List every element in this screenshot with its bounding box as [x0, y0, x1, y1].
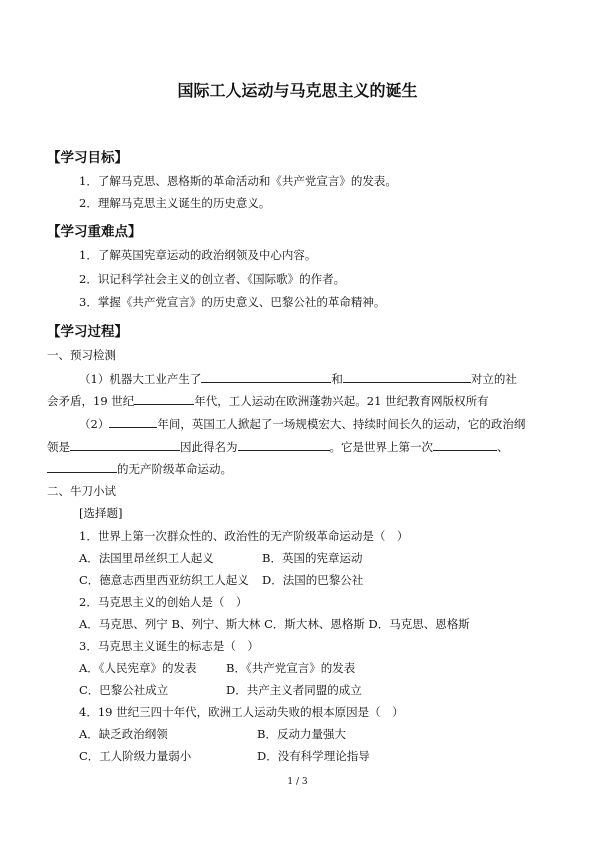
- option-b[interactable]: B．英国的宪章运动: [262, 551, 363, 565]
- q2-text-a: （2）: [79, 417, 110, 431]
- page-number: 1 / 3: [287, 777, 308, 787]
- q2-text-c: 领是: [47, 440, 70, 454]
- q1-text-c: 对立的社: [470, 372, 517, 386]
- key-point-item: 2．识记科学社会主义的创立者、《国际歌》的作者。: [79, 272, 346, 286]
- goal-item: 2．理解马克思主义诞生的历史意义。: [79, 196, 271, 210]
- question-stem: 1．世界上第一次群众性的、政治性的无产阶级革命运动是（ ）: [79, 529, 409, 543]
- answer-blank[interactable]: [238, 439, 330, 451]
- option-c[interactable]: C．巴黎公社成立: [79, 683, 169, 697]
- answer-blank[interactable]: [343, 371, 471, 383]
- heading-key-points: 【学习重难点】: [47, 224, 142, 240]
- answer-blank[interactable]: [201, 371, 331, 383]
- q2-text-b: 年间，英国工人掀起了一场规模宏大、持续时间长久的运动，它的政治纲: [157, 417, 526, 431]
- option-c[interactable]: C．工人阶级力量弱小: [79, 749, 192, 763]
- practice-heading: 二、牛刀小试: [47, 484, 116, 498]
- heading-learning-process: 【学习过程】: [47, 324, 128, 340]
- key-point-item: 3．掌握《共产党宣言》的历史意义、巴黎公社的革命精神。: [79, 295, 386, 309]
- q2-text-e: 。它是世界上第一次: [329, 440, 433, 454]
- q1-text-e: 年代，工人运动在欧洲蓬勃兴起。21 世纪教育网版权所有: [194, 394, 489, 408]
- q1-text-d: 会矛盾，19 世纪: [47, 394, 135, 408]
- fill-in-question-1-line-1: [79, 371, 517, 386]
- goal-item: 1．了解马克思、恩格斯的革命活动和《共产党宣言》的发表。: [79, 174, 397, 188]
- fill-in-question-2-line-1: [79, 416, 525, 431]
- q2-text-d: 因此得名为: [180, 440, 238, 454]
- choice-label: [选择题]: [79, 506, 123, 520]
- q2-text-g: 的无产阶级革命运动。: [117, 462, 232, 476]
- option-a[interactable]: A．法国里昂丝织工人起义: [79, 551, 214, 565]
- option-a[interactable]: A．《人民宪章》的发表: [79, 661, 197, 675]
- preview-heading: 一、预习检测: [47, 348, 116, 362]
- option-b[interactable]: B．《共产党宣言》的发表: [226, 661, 356, 675]
- fill-in-question-1-line-2: [47, 393, 489, 408]
- option-d[interactable]: D．法国的巴黎公社: [262, 573, 364, 587]
- question-stem: 4．19 世纪三四十年代，欧洲工人运动失败的根本原因是（ ）: [79, 705, 404, 719]
- fill-in-question-2-line-3: [47, 461, 232, 476]
- answer-blank[interactable]: [70, 439, 180, 451]
- answer-blank[interactable]: [134, 393, 194, 405]
- option-d[interactable]: D．没有科学理论指导: [257, 749, 370, 763]
- option-d[interactable]: D．共产主义者同盟的成立: [226, 683, 362, 697]
- answer-blank[interactable]: [433, 439, 497, 451]
- document-title: 国际工人运动与马克思主义的诞生: [177, 81, 418, 100]
- heading-learning-goals: 【学习目标】: [47, 150, 128, 166]
- answer-blank[interactable]: [109, 416, 157, 428]
- option-a[interactable]: A．缺乏政治纲领: [79, 727, 168, 741]
- q1-text-b: 和: [331, 372, 343, 386]
- option-b[interactable]: B．反动力量强大: [257, 727, 346, 741]
- fill-in-question-2-line-2: [47, 439, 509, 454]
- key-point-item: 1．了解英国宪章运动的政治纲领及中心内容。: [79, 248, 317, 262]
- q2-text-f: 、: [497, 440, 509, 454]
- answer-blank[interactable]: [47, 461, 117, 473]
- q1-text-a: （1）机器大工业产生了: [79, 372, 202, 386]
- question-stem: 3．马克思主义诞生的标志是（ ）: [79, 639, 259, 653]
- question-stem: 2．马克思主义的创始人是（ ）: [79, 595, 248, 609]
- option-c[interactable]: C．德意志西里西亚纺织工人起义: [79, 573, 249, 587]
- options-row[interactable]: A．马克思、列宁 B、列宁、斯大林 C．斯大林、恩格斯 D．马克思、恩格斯: [79, 617, 470, 631]
